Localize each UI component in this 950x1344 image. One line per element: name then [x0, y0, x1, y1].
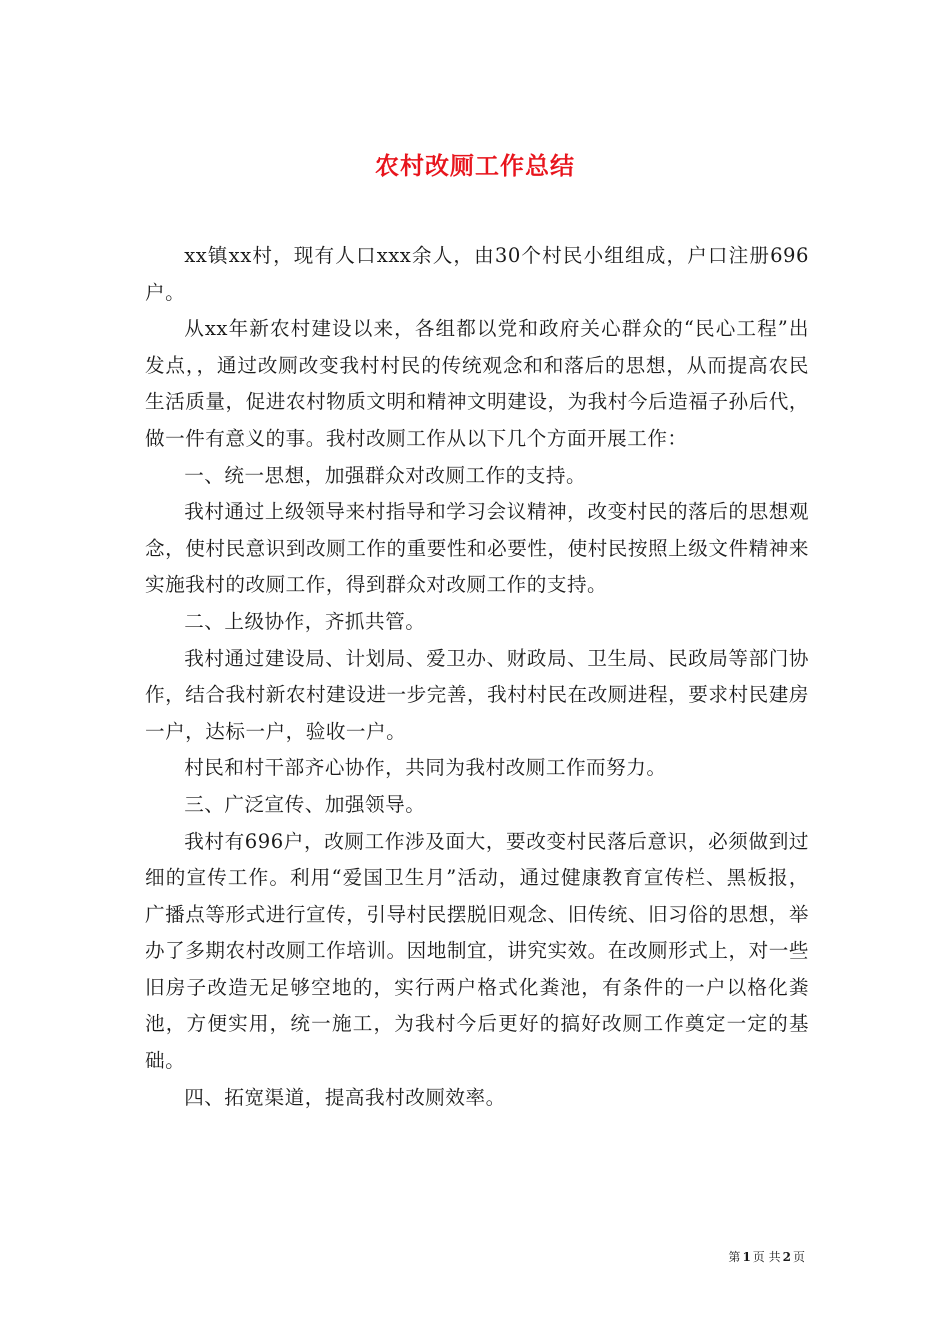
- paragraph-section-2-cont: 村民和村干部齐心协作，共同为我村改厕工作而努力。: [184, 756, 667, 780]
- footer-middle: 页 共: [752, 1250, 781, 1264]
- paragraph-section-1: 我村通过上级领导来村指导和学习会议精神，改变村民的落后的思想观念，使村民意识到改厕工作的重要性和必要性，使村民按照上级文件精神来实施我村的改厕工作，得到群众对改厕工作的支持。: [145, 500, 809, 597]
- paragraph-section-3: 我村有696户，改厕工作涉及面大，要改变村民落后意识，必须做到过细的宣传工作。利用“爱国卫生月”活动，通过健康教育宣传栏、黑板报，广播点等形式进行宣传，引导村民摆脱旧观念、旧传统、旧习俗的思想，举办了多期农村改厕工作培训。因地制宜，讲究实效。在改厕形式上，对一些旧房子改造无足够空地的，实行两户格式化粪池，有条件的一户以格化粪池，方便实用，统一施工，为我村今后更好的搞好改厕工作奠定一定的基础。: [145, 829, 809, 1073]
- page-footer: [728, 1249, 805, 1265]
- section-heading-1: 一、统一思想，加强群众对改厕工作的支持。: [184, 463, 587, 487]
- section-heading-2: 二、上级协作，齐抓共管。: [184, 609, 426, 633]
- section-heading-3: 三、广泛宣传、加强领导。: [184, 792, 426, 816]
- paragraph-section-2: 我村通过建设局、计划局、爱卫办、财政局、卫生局、民政局等部门协作，结合我村新农村建设进一步完善，我村村民在改厕进程，要求村民建房一户，达标一户，验收一户。: [145, 646, 809, 743]
- current-page-number: 1: [742, 1250, 751, 1264]
- total-pages-number: 2: [782, 1250, 791, 1264]
- paragraph-background: 从xx年新农村建设以来，各组都以党和政府关心群众的“民心工程”出发点，，通过改厕改变我村村民的传统观念和和落后的思想，从而提高农民生活质量，促进农村物质文明和精神文明建设，为我村今后造福子孙后代，做一件有意义的事。我村改厕工作从以下几个方面开展工作：: [145, 317, 809, 450]
- section-heading-4: 四、拓宽渠道，提高我村改厕效率。: [184, 1085, 506, 1109]
- document-body: [145, 238, 809, 1116]
- page-title: 农村改厕工作总结: [375, 151, 575, 181]
- footer-suffix: 页: [792, 1250, 805, 1264]
- paragraph-intro: xx镇xx村，现有人口xxx余人，由30个村民小组组成，户口注册696户。: [145, 244, 809, 304]
- footer-prefix: 第: [728, 1250, 741, 1264]
